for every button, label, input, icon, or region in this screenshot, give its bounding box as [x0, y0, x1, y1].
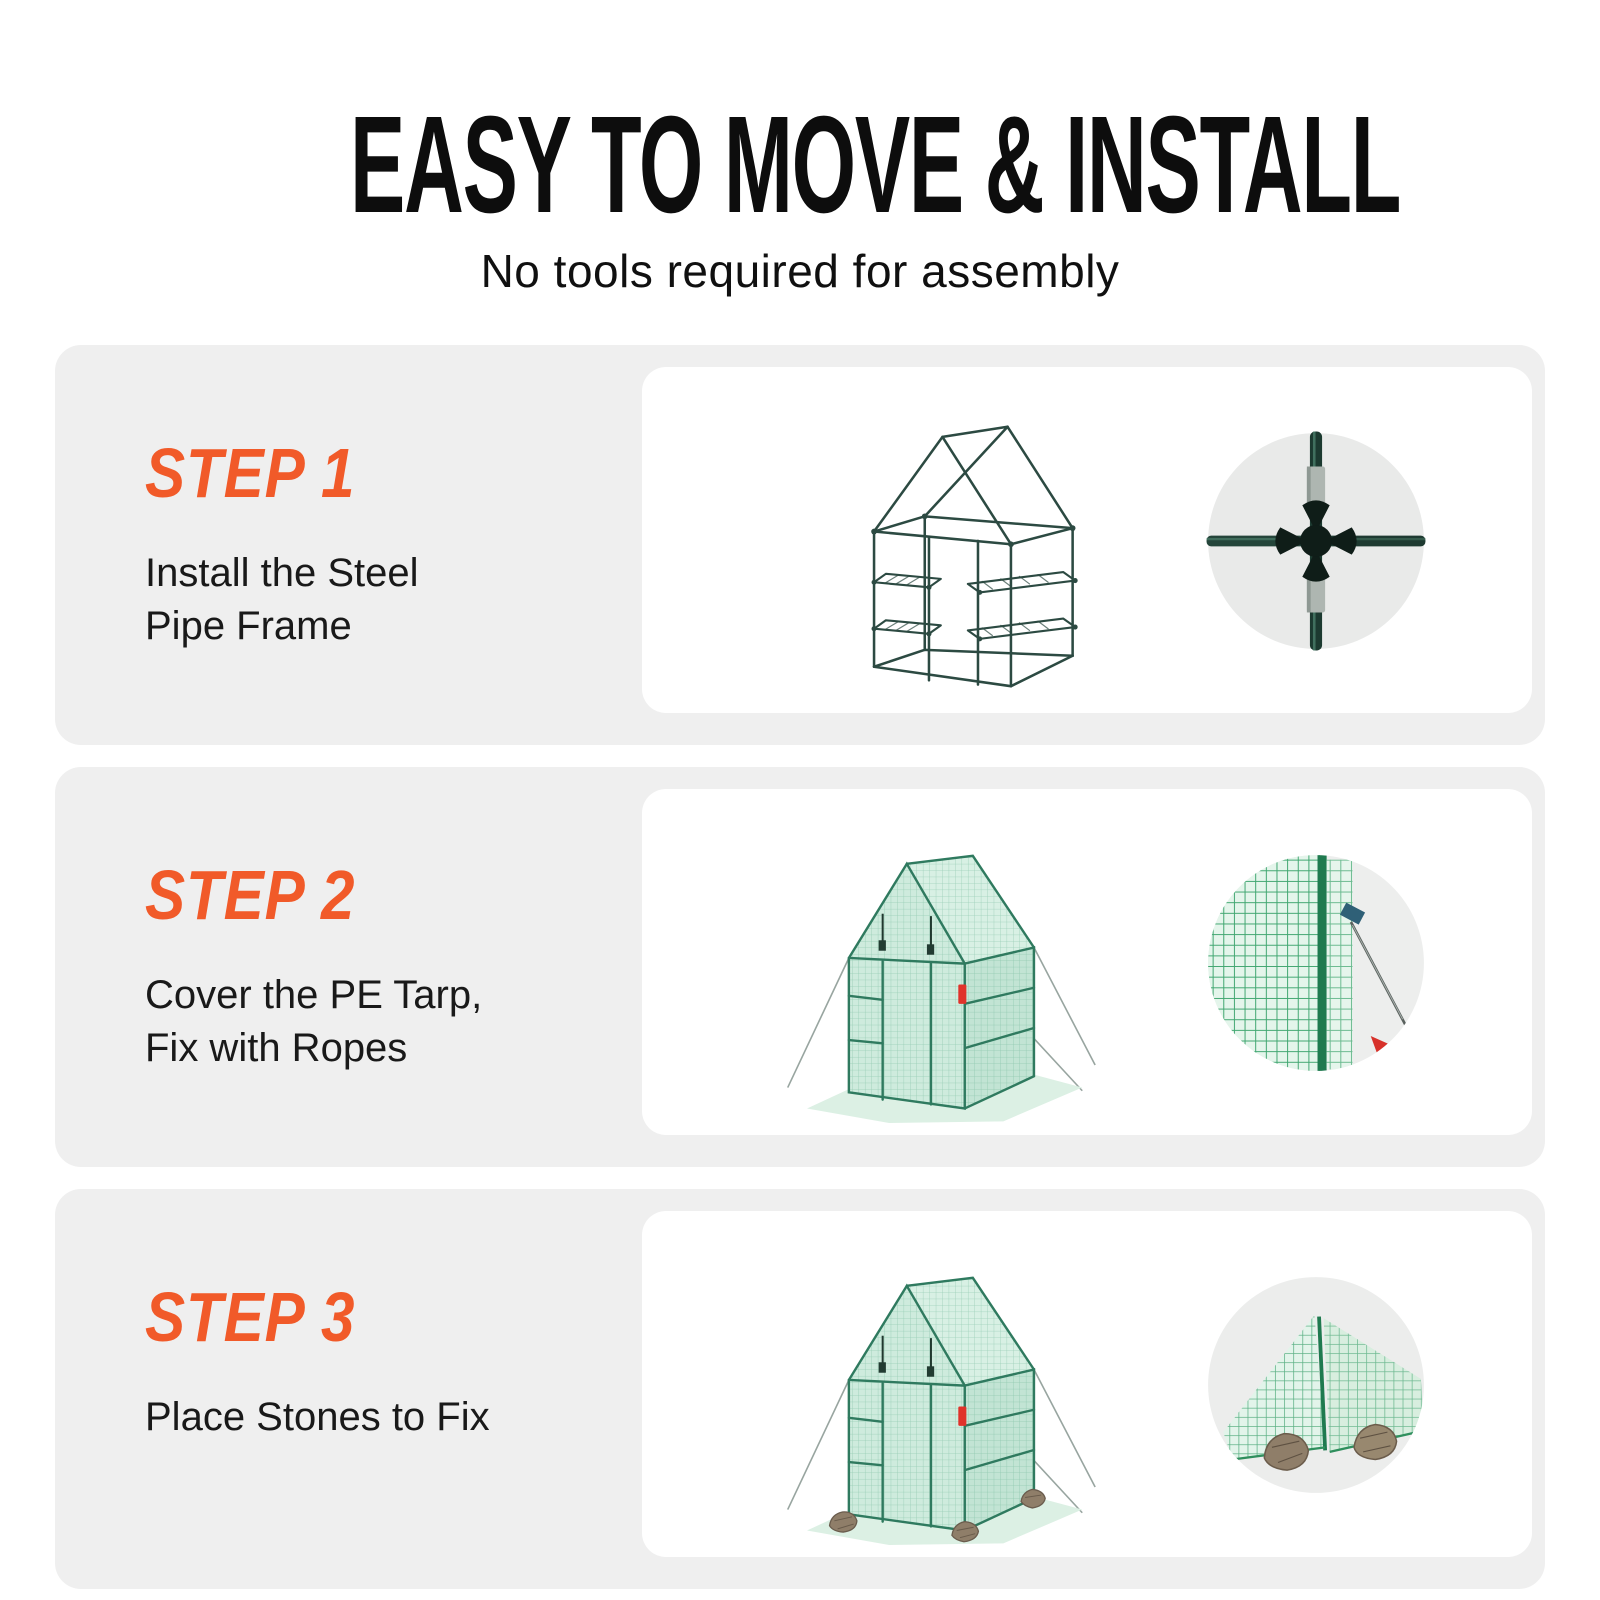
step-1-description-line-1: Install the Steel — [145, 551, 419, 595]
pipe-connector-detail-illustration — [1202, 427, 1430, 655]
page-title: EASY TO MOVE & INSTALL — [350, 88, 1401, 242]
steps-list — [55, 345, 1545, 1589]
greenhouse-with-stones-illustration — [704, 1215, 1174, 1553]
step-2-label: STEP 2 — [145, 856, 356, 934]
step-2-text — [145, 855, 615, 1075]
step-3-label: STEP 3 — [145, 1278, 356, 1356]
covered-greenhouse-illustration — [704, 793, 1174, 1131]
step-3-text — [145, 1277, 615, 1444]
page-subtitle: No tools required for assembly — [480, 245, 1120, 297]
step-3-image-panel — [642, 1211, 1532, 1557]
step-row-3 — [55, 1189, 1545, 1589]
step-1-description-line-2: Pipe Frame — [145, 603, 352, 648]
page-header — [0, 0, 1600, 298]
step-1-description — [145, 547, 615, 653]
step-2-description-line-1: Cover the PE Tarp, — [145, 973, 483, 1017]
step-2-image-panel — [642, 789, 1532, 1135]
greenhouse-frame-illustration — [752, 371, 1182, 709]
stones-detail-illustration — [1202, 1271, 1430, 1499]
tarp-rope-detail-illustration — [1202, 849, 1430, 1077]
step-1-label: STEP 1 — [145, 434, 356, 512]
step-2-description-line-2: Fix with Ropes — [145, 1025, 408, 1070]
step-1-text — [145, 433, 615, 653]
step-2-description — [145, 969, 615, 1075]
step-3-description-line-1: Place Stones to Fix — [145, 1395, 490, 1439]
step-row-2 — [55, 767, 1545, 1167]
step-1-image-panel — [642, 367, 1532, 713]
step-3-description — [145, 1391, 615, 1444]
step-row-1 — [55, 345, 1545, 745]
